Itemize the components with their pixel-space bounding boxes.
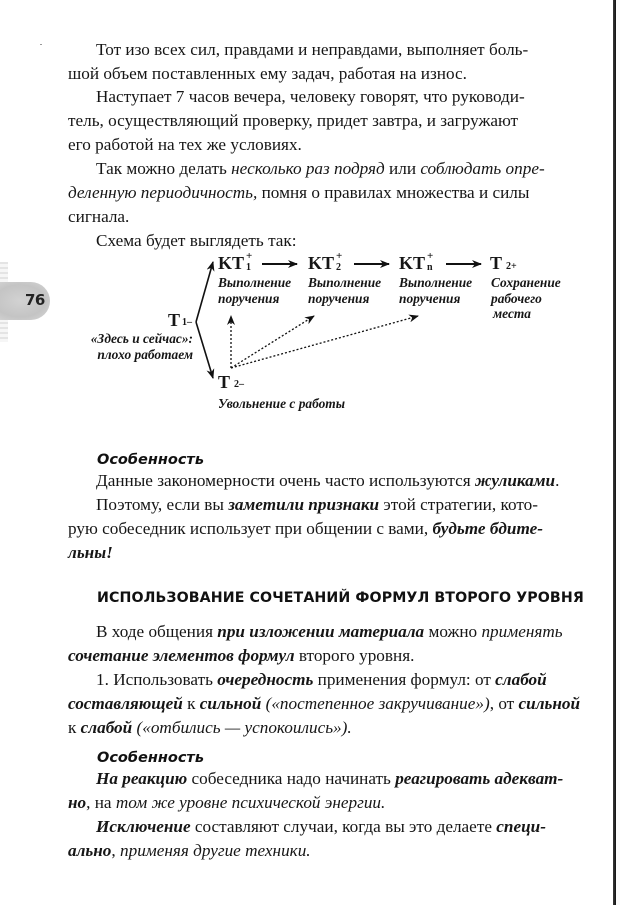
- text-line: шой объем поставленных ему задач, работая на износ.: [68, 64, 467, 83]
- emphasis: деленную периодичность,: [68, 183, 258, 202]
- emphasis: жуликами: [474, 471, 556, 490]
- text-line: В ходе общения при изложении материала можно применять: [96, 622, 563, 641]
- emphasis: («отбились — успокоились»).: [132, 718, 352, 737]
- emphasis: том же уровне психической энергии.: [115, 793, 386, 812]
- node-index: 2–: [234, 379, 245, 390]
- scheme-diagram: [0, 248, 620, 418]
- text-line: [68, 181, 576, 205]
- caption-t2-plus: Сохранение рабочего места: [491, 275, 561, 321]
- text: помня о правилах множества и силы: [257, 183, 530, 202]
- text-line: Данные закономерности очень часто используются жуликами.: [96, 471, 560, 490]
- section-paragraph-1: [68, 620, 576, 668]
- caption-kt1: Выполнение поручения: [218, 275, 292, 306]
- node-index: 1–: [182, 317, 193, 328]
- emphasis: На реакцию: [96, 769, 188, 788]
- paragraph-3: [68, 157, 576, 229]
- node-kt2: [308, 250, 344, 274]
- node-kt1: [218, 250, 254, 274]
- node-label: KT: [218, 253, 245, 273]
- emphasis: слабой: [80, 718, 133, 737]
- node-label: T: [490, 253, 503, 273]
- node-index: + n: [427, 250, 434, 273]
- text-line: [68, 157, 576, 181]
- node-t1: [168, 310, 196, 331]
- emphasis: заметили признаки: [228, 495, 380, 514]
- emphasis: применяя другие техники.: [120, 841, 311, 860]
- text-line: ально, применяя другие техники.: [68, 841, 311, 860]
- node-index: + 2: [336, 250, 343, 273]
- emphasis: будьте бдите-: [432, 519, 543, 538]
- feature-heading-1: Особенность: [97, 452, 205, 468]
- emphasis: при изложении материала: [217, 622, 425, 641]
- section-title: ИСПОЛЬЗОВАНИЕ СОЧЕТАНИЙ ФОРМУЛ ВТОРОГО УРОВНЯ: [97, 590, 584, 606]
- emphasis: ально: [68, 841, 112, 860]
- node-label: T: [168, 310, 181, 330]
- stray-mark: [40, 44, 42, 45]
- caption-ktn: Выполнение поручения: [399, 275, 473, 306]
- section-paragraph-2: [68, 668, 581, 740]
- text-line: Исключение составляют случаи, когда вы это делаете специ-: [96, 817, 546, 836]
- node-ktn: [399, 250, 435, 274]
- text-line: тель, осуществляющий проверку, придет завтра, и загружают: [68, 111, 519, 130]
- node-t2-plus: [490, 253, 520, 274]
- text-line: сигнала.: [68, 207, 130, 226]
- text-line: сочетание элементов формул второго уровня.: [68, 646, 415, 665]
- text-line: рую собеседник использует при общении с вами, будьте бдите-: [68, 519, 543, 538]
- caption-start: «Здесь и сейчас»: плохо работаем: [90, 331, 193, 362]
- text-line: На реакцию собеседника надо начинать реагировать адекват-: [96, 769, 564, 788]
- emphasis: Исключение: [96, 817, 191, 836]
- text-line: составляющей к сильной («постепенное закручивание»), от сильной: [68, 694, 581, 713]
- emphasis: («постепенное закручивание»): [261, 694, 490, 713]
- text: Так можно делать: [96, 159, 232, 178]
- feature-2-text: [68, 767, 576, 863]
- node-t2-minus: [218, 372, 248, 393]
- emphasis: соблюдать опре-: [420, 159, 545, 178]
- feature-heading-2: Особенность: [97, 750, 205, 766]
- node-label: T: [218, 372, 231, 392]
- text-line: льны!: [68, 543, 113, 562]
- page-number: 76: [25, 291, 45, 309]
- emphasis: составляющей: [68, 694, 183, 713]
- caption-t2-minus: Увольнение с работы: [218, 396, 345, 411]
- node-label: KT: [399, 253, 426, 273]
- emphasis: специ-: [496, 817, 546, 836]
- text-line: Тот изо всех сил, правдами и неправдами, выполняет боль-: [96, 40, 529, 59]
- page-edge-shadow: [616, 0, 620, 905]
- node-index: + 1: [246, 250, 253, 273]
- emphasis: очередность: [217, 670, 314, 689]
- node-label: KT: [308, 253, 335, 273]
- emphasis: сочетание элементов формул: [68, 646, 295, 665]
- text-line: Наступает 7 часов вечера, человеку говорят, что руководи-: [96, 87, 525, 106]
- emphasis: сильной: [199, 694, 262, 713]
- text: или: [384, 159, 421, 178]
- page-edge: [613, 0, 616, 905]
- text-line: его работой на тех же условиях.: [68, 135, 302, 154]
- emphasis: но: [68, 793, 87, 812]
- emphasis: применять: [481, 622, 563, 641]
- feature-1-text: [68, 469, 576, 565]
- paragraph-2: [68, 85, 576, 157]
- text-line: Поэтому, если вы заметили признаки этой стратегии, кото-: [96, 495, 538, 514]
- emphasis: слабой: [495, 670, 547, 689]
- emphasis: несколько раз подряд: [231, 159, 385, 178]
- caption-kt2: Выполнение поручения: [308, 275, 382, 306]
- node-index: 2+: [506, 261, 517, 272]
- paragraph-1: [68, 38, 576, 86]
- text-line: 1. Использовать очередность применения формул: от слабой: [96, 670, 547, 689]
- text-line: к слабой («отбились — успокоились»).: [68, 718, 352, 737]
- text-line: Схема будет выглядеть так:: [96, 231, 297, 250]
- emphasis: сильной: [518, 694, 581, 713]
- emphasis: реагировать адекват-: [395, 769, 564, 788]
- text-line: но, на том же уровне психической энергии.: [68, 793, 386, 812]
